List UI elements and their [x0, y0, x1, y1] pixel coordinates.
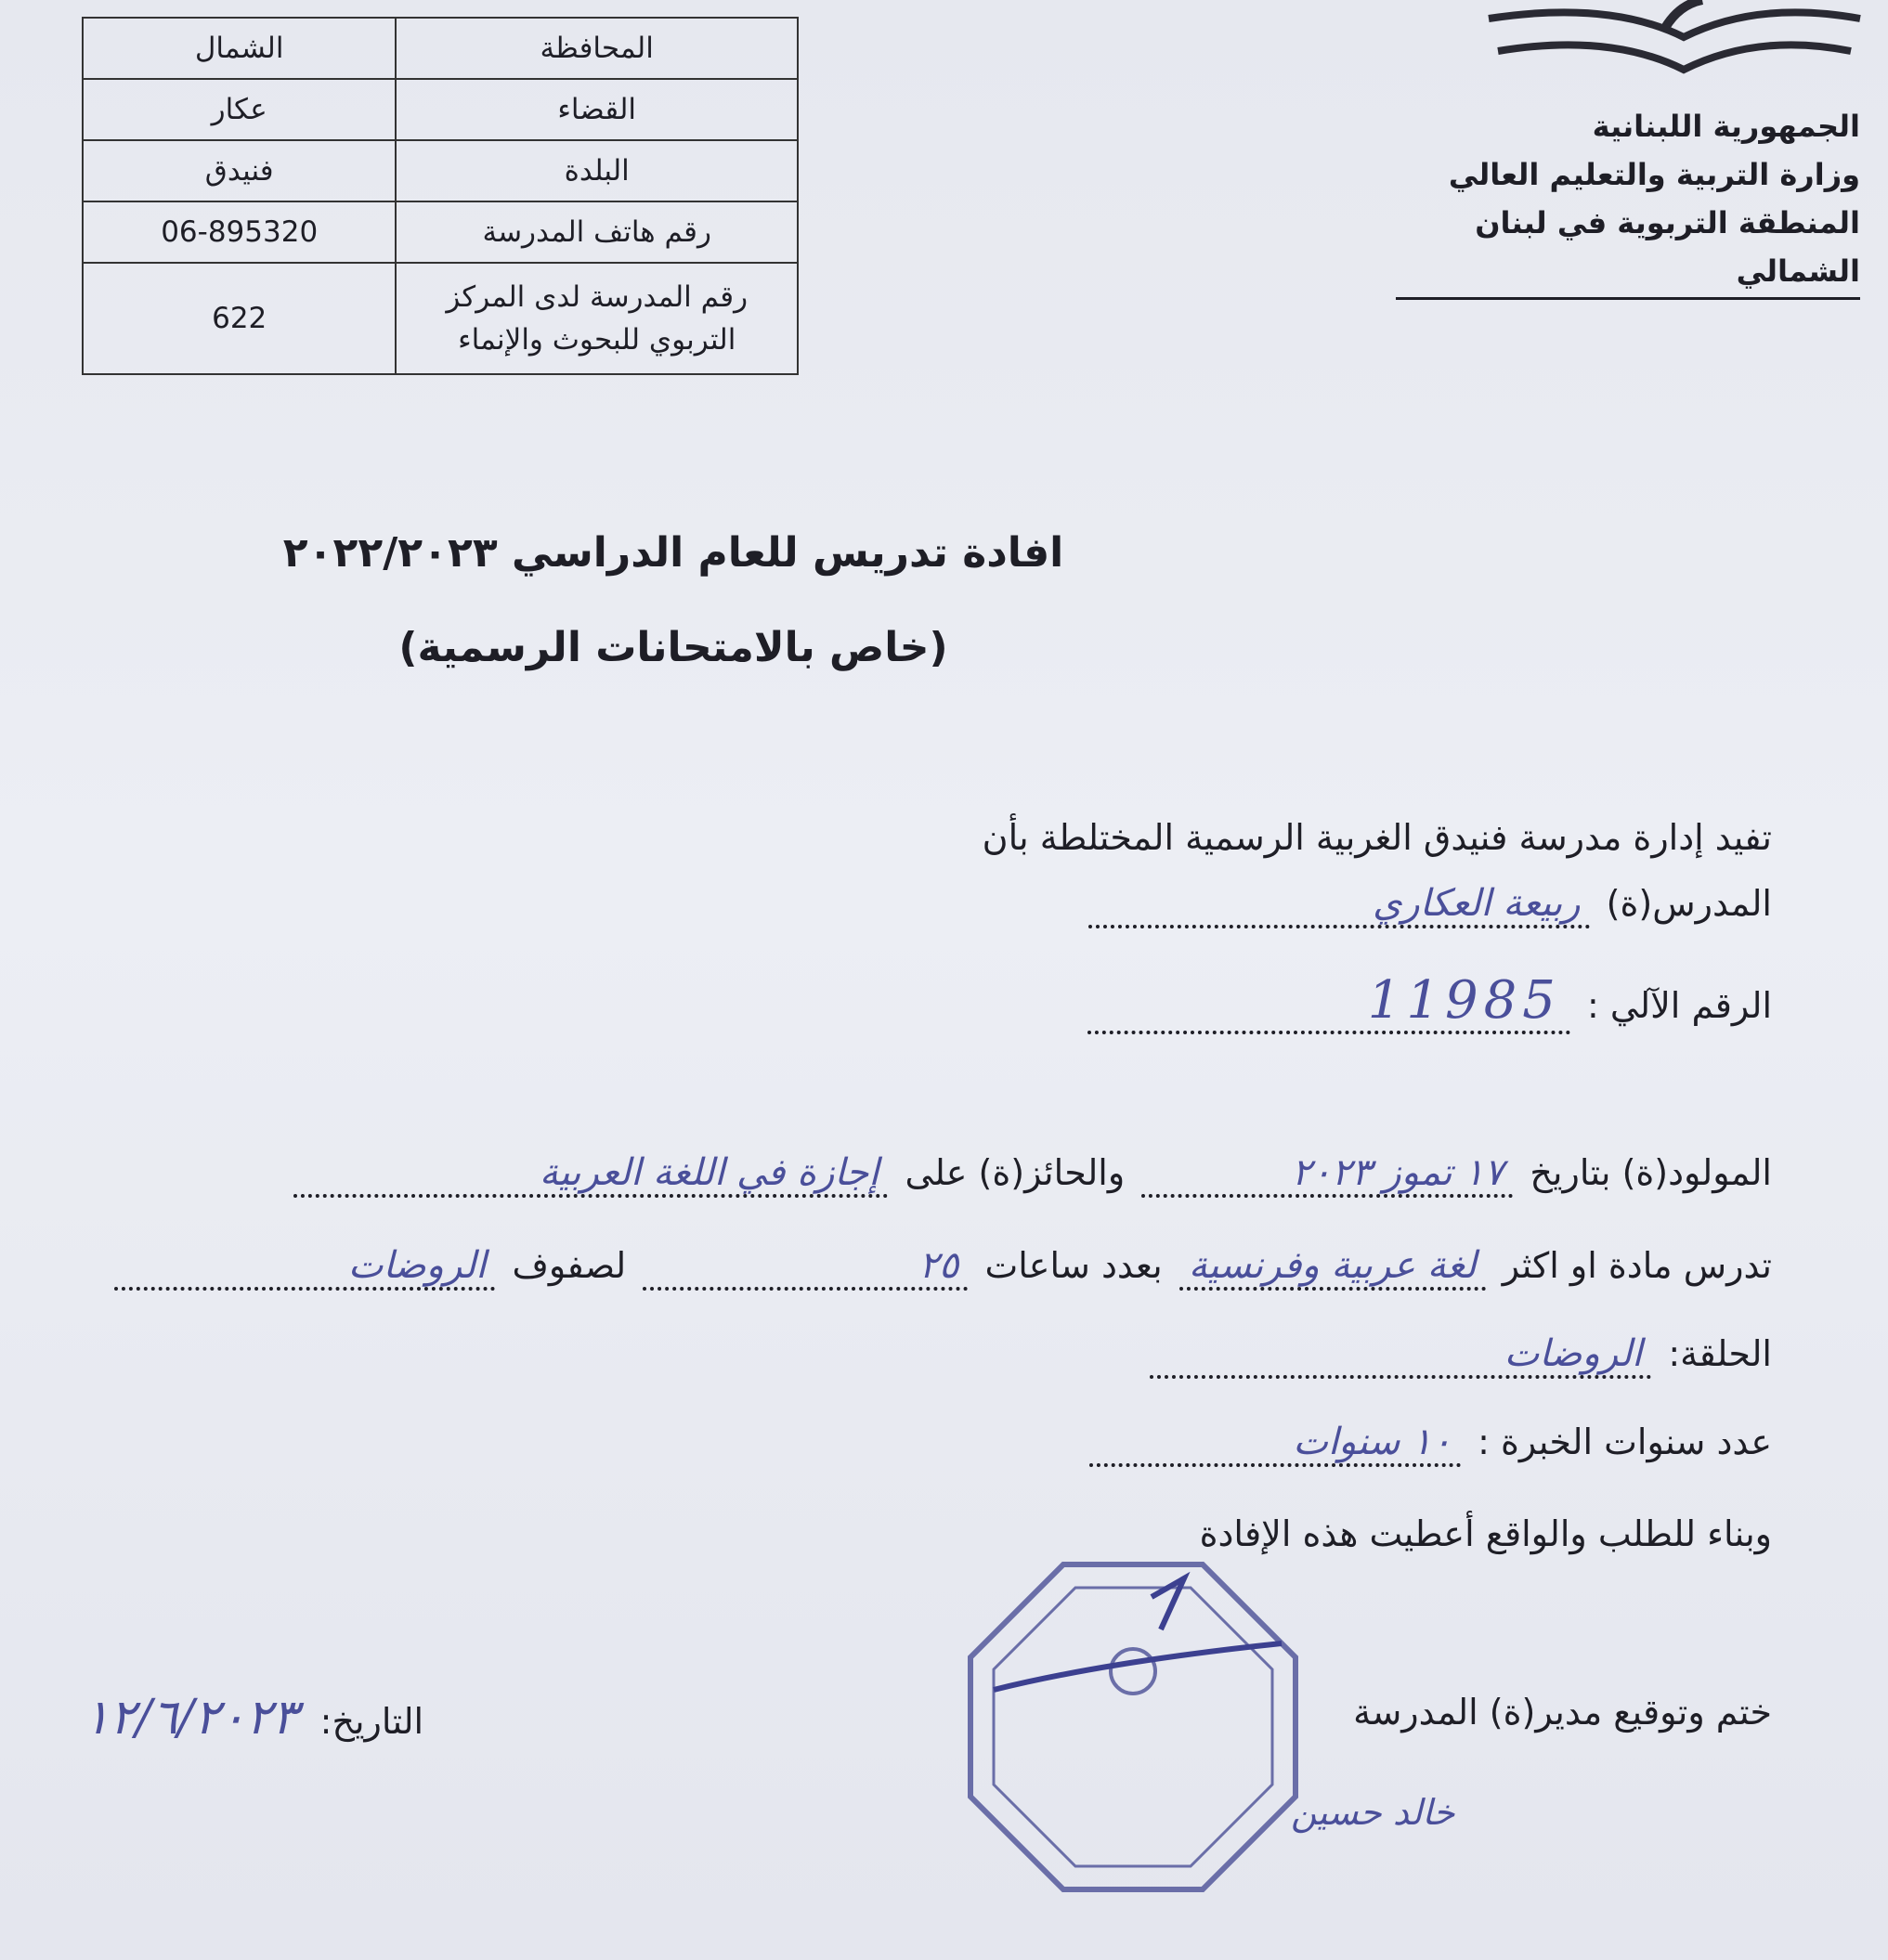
date-line — [84, 1690, 423, 1746]
school-number-value: 622 — [83, 263, 396, 374]
ministry-name: وزارة التربية والتعليم العالي — [1448, 157, 1860, 192]
signature-label: ختم وتوقيع مدير(ة) المدرسة — [1353, 1692, 1772, 1733]
experience-line — [1084, 1421, 1772, 1467]
closing-line: وبناء للطلب والواقع أعطيت هذه الإفادة — [1199, 1513, 1772, 1554]
serial-label: الرقم الآلي : — [1587, 985, 1772, 1026]
classes-label: لصفوف — [512, 1245, 627, 1286]
governorate-label: المحافظة — [396, 18, 798, 79]
town-value: فنيدق — [83, 140, 396, 201]
official-stamp-icon — [966, 1560, 1300, 1894]
date-label: التاريخ: — [319, 1701, 424, 1742]
hours-handwritten: ٢٥ — [643, 1244, 968, 1291]
district-value: عكار — [83, 79, 396, 140]
date-handwritten: ١٢/٦/٢٠٢٣ — [84, 1690, 298, 1746]
subjects-handwritten: لغة عربية وفرنسية — [1179, 1244, 1486, 1291]
birth-label: المولود(ة) بتاريخ — [1530, 1152, 1772, 1193]
district-label: القضاء — [396, 79, 798, 140]
birth-date-handwritten: ١٧ تموز ٢٠٢٣ — [1141, 1151, 1513, 1198]
serial-number-handwritten: 11985 — [1087, 970, 1570, 1034]
phone-label: رقم هاتف المدرسة — [396, 201, 798, 263]
experience-handwritten: ١٠ سنوات — [1089, 1421, 1461, 1467]
classes-handwritten: الروضات — [114, 1244, 495, 1291]
school-info-table — [82, 17, 799, 375]
phone-value: 06-895320 — [83, 201, 396, 263]
republic-name: الجمهورية اللبنانية — [1592, 109, 1860, 144]
cycle-label: الحلقة: — [1668, 1333, 1772, 1374]
governorate-value: الشمال — [83, 18, 396, 79]
experience-label: عدد سنوات الخبرة : — [1478, 1421, 1772, 1462]
school-number-label-line-1: رقم المدرسة لدى المركز — [446, 280, 749, 314]
cycle-handwritten: الروضات — [1150, 1332, 1651, 1379]
teaching-line — [109, 1244, 1772, 1291]
school-number-label — [396, 263, 798, 374]
table-row — [83, 140, 798, 201]
table-row — [83, 79, 798, 140]
ministry-header — [1396, 102, 1860, 300]
table-row — [83, 18, 798, 79]
teacher-label: المدرس(ة) — [1606, 883, 1772, 924]
town-label: البلدة — [396, 140, 798, 201]
table-row — [83, 201, 798, 263]
signer-name-handwritten: خالد حسين — [1291, 1792, 1455, 1833]
school-number-label-line-2: التربوي للبحوث والإنماء — [458, 323, 736, 357]
holder-label: والحائز(ة) على — [905, 1152, 1126, 1193]
cycle-line — [1144, 1332, 1772, 1379]
intro-line: تفيد إدارة مدرسة فنيدق الغربية الرسمية المختلطة بأن — [982, 817, 1772, 858]
serial-line — [1082, 970, 1772, 1034]
page-subtitle: (خاص بالامتحانات الرسمية) — [398, 624, 948, 671]
page-title: افادة تدريس للعام الدراسي ٢٠٢٢/٢٠٢٣ — [282, 529, 1064, 577]
teacher-name-handwritten: ربيعة العكاري — [1088, 882, 1590, 928]
table-row — [83, 263, 798, 374]
region-name: المنطقة التربوية في لبنان الشمالي — [1396, 199, 1860, 300]
birth-line — [288, 1151, 1772, 1198]
hours-label: بعدد ساعات — [984, 1245, 1163, 1286]
teaches-label: تدرس مادة او اكثر — [1502, 1245, 1772, 1286]
ministry-logo-icon — [1479, 0, 1869, 102]
teacher-line — [1083, 882, 1772, 928]
degree-handwritten: إجازة في اللغة العربية — [293, 1151, 888, 1198]
